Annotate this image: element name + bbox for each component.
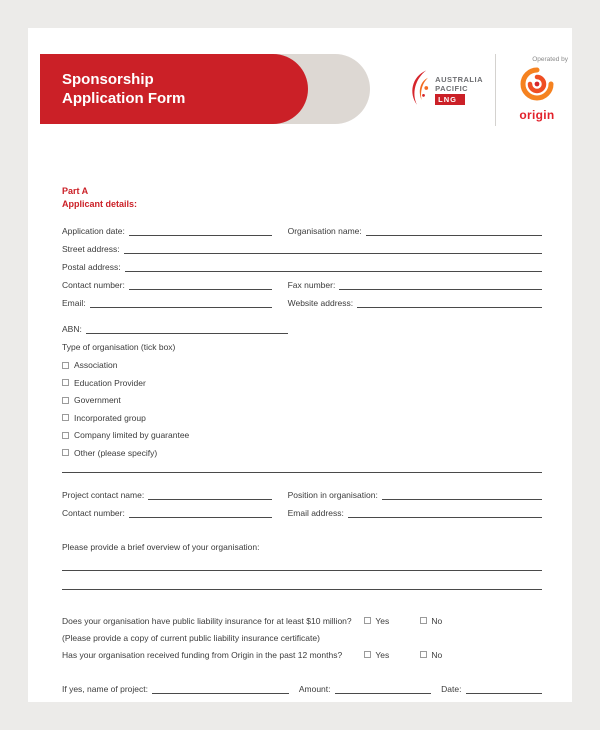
aplng-name-line2: PACIFIC <box>435 84 469 93</box>
insurance-question-label: Does your organisation have public liability insurance for at least $10 million? <box>62 615 352 626</box>
org-type-option <box>62 360 542 370</box>
funding-no-checkbox[interactable] <box>420 651 427 658</box>
fax-number-label: Fax number: <box>287 280 336 290</box>
org-type-option <box>62 448 542 458</box>
organisation-name-label: Organisation name: <box>287 226 362 236</box>
part-a-title: Part A <box>62 186 89 196</box>
checkbox-government[interactable] <box>62 397 69 404</box>
application-date-field[interactable] <box>129 226 272 236</box>
date-field[interactable] <box>466 684 543 694</box>
origin-wordmark: origin <box>519 108 555 122</box>
org-type-option <box>62 378 542 388</box>
checkbox-association[interactable] <box>62 362 69 369</box>
email-address-label: Email address: <box>287 507 344 518</box>
other-specify-field[interactable] <box>62 471 542 473</box>
form-page <box>28 28 572 702</box>
org-type-option <box>62 430 542 440</box>
funding-question-row <box>62 650 542 660</box>
email-label: Email: <box>62 298 86 308</box>
contact-number-field[interactable] <box>129 280 272 290</box>
row-email-website <box>62 298 542 308</box>
option-label-company-limited: Company limited by guarantee <box>74 430 190 440</box>
overview-field-line1[interactable] <box>62 569 542 571</box>
option-label-other: Other (please specify) <box>74 447 158 458</box>
insurance-no-checkbox[interactable] <box>420 617 427 624</box>
aplng-logo <box>404 54 495 126</box>
website-address-label: Website address: <box>287 298 354 308</box>
funding-yes-group <box>364 650 398 660</box>
banner-title-line2: Application Form <box>62 90 186 107</box>
insurance-question-row <box>62 616 542 626</box>
insurance-note-label: (Please provide a copy of current public liability insurance certificate) <box>62 632 320 643</box>
aplng-flame-icon <box>404 68 430 113</box>
banner <box>40 54 308 124</box>
abn-label: ABN: <box>62 324 82 334</box>
funding-yes-label: Yes <box>375 649 390 660</box>
position-in-organisation-field[interactable] <box>382 490 542 500</box>
row-contact2-email <box>62 508 542 518</box>
org-type-option <box>62 413 542 423</box>
option-label-government: Government <box>74 395 121 405</box>
checkbox-other[interactable] <box>62 449 69 456</box>
contact-number2-field[interactable] <box>129 508 272 518</box>
funding-no-group <box>420 650 454 660</box>
row-date-orgname <box>62 226 542 236</box>
aplng-lng-badge: LNG <box>435 94 465 105</box>
funding-question-label: Has your organisation received funding from Origin in the past 12 months? <box>62 649 343 660</box>
aplng-wordmark <box>435 75 483 105</box>
checkbox-education-provider[interactable] <box>62 379 69 386</box>
page-header <box>28 28 572 128</box>
form-content <box>28 186 572 694</box>
header-divider <box>495 54 496 126</box>
overview-label: Please provide a brief overview of your organisation: <box>62 541 260 552</box>
option-label-association: Association <box>74 360 118 370</box>
org-type-option <box>62 395 542 405</box>
insurance-no-label: No <box>431 615 443 626</box>
fax-number-field[interactable] <box>339 280 542 290</box>
insurance-note-row <box>62 633 542 643</box>
if-yes-project-label: If yes, name of project: <box>62 683 148 694</box>
banner-title-line1: Sponsorship <box>62 71 154 88</box>
email-field[interactable] <box>90 298 272 308</box>
checkbox-incorporated-group[interactable] <box>62 414 69 421</box>
operated-by-label: Operated by <box>532 56 568 63</box>
insurance-yes-checkbox[interactable] <box>364 617 371 624</box>
if-yes-project-field[interactable] <box>152 684 289 694</box>
application-date-label: Application date: <box>62 226 125 236</box>
website-address-field[interactable] <box>357 298 542 308</box>
origin-logo <box>506 54 568 126</box>
row-abn <box>62 324 542 334</box>
position-in-organisation-label: Position in organisation: <box>287 489 378 500</box>
insurance-no-group <box>420 616 454 626</box>
aplng-name-line1: AUSTRALIA <box>435 75 483 84</box>
row-project-amount-date <box>62 684 542 694</box>
street-address-field[interactable] <box>124 244 542 254</box>
contact-number2-label: Contact number: <box>62 507 125 518</box>
abn-field[interactable] <box>86 324 288 334</box>
insurance-yes-label: Yes <box>375 615 390 626</box>
overview-field-line2[interactable] <box>62 588 542 590</box>
row-street-address <box>62 244 542 254</box>
questions-section <box>62 616 542 660</box>
postal-address-label: Postal address: <box>62 262 121 272</box>
row-postal-address <box>62 262 542 272</box>
org-type-label: Type of organisation (tick box) <box>62 342 176 352</box>
insurance-yes-group <box>364 616 398 626</box>
funding-yes-checkbox[interactable] <box>364 651 371 658</box>
row-contact-fax <box>62 280 542 290</box>
origin-swirl-icon <box>520 67 554 106</box>
checkbox-company-limited[interactable] <box>62 432 69 439</box>
street-address-label: Street address: <box>62 244 120 254</box>
option-label-education-provider: Education Provider <box>74 377 146 388</box>
amount-field[interactable] <box>335 684 432 694</box>
amount-label: Amount: <box>298 683 331 694</box>
organisation-name-field[interactable] <box>366 226 542 236</box>
option-label-incorporated-group: Incorporated group <box>74 412 146 423</box>
project-contact-name-field[interactable] <box>148 490 271 500</box>
date-label: Date: <box>441 683 462 694</box>
project-contact-name-label: Project contact name: <box>62 489 145 500</box>
postal-address-field[interactable] <box>125 262 542 272</box>
row-project-contact <box>62 490 542 500</box>
funding-no-label: No <box>431 649 443 660</box>
contact-number-label: Contact number: <box>62 280 125 290</box>
email-address-field[interactable] <box>348 508 542 518</box>
logo-block <box>404 54 568 126</box>
org-type-heading-row <box>62 342 542 352</box>
applicant-details-title: Applicant details: <box>62 199 138 209</box>
